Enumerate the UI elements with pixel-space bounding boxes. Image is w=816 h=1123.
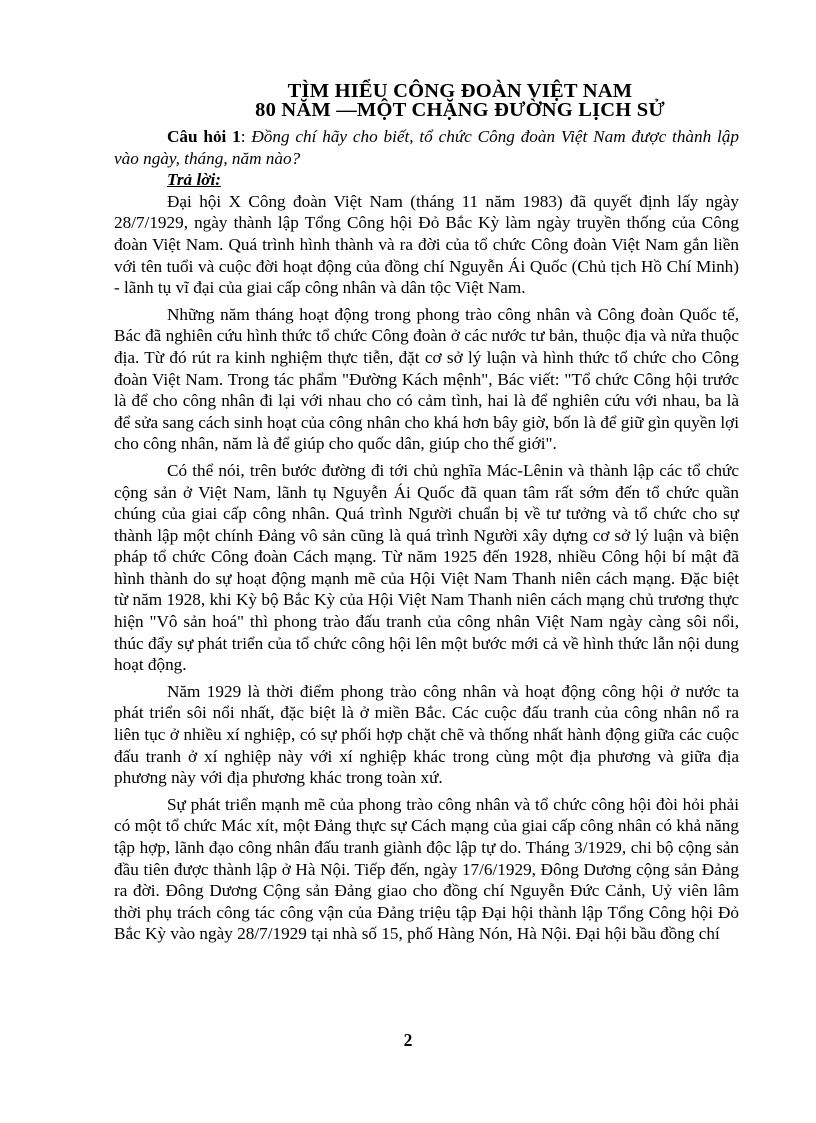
- paragraph: Những năm tháng hoạt động trong phong trào công nhân và Công đoàn Quốc tế, Bác đã nghiên cứu hình thức tổ chức Công đoàn ở các nước tư bản, thuộc địa và nửa thuộc địa. Từ đó rút ra kinh nghiệm thực tiễn, đặt cơ sở lý luận và hình thức tổ chức cho Công đoàn Việt Nam. Trong tác phẩm "Đường Kách mệnh", Bác viết: "Tổ chức Công hội trước là để cho công nhân đi lại với nhau cho có cảm tình, hai là để nghiên cứu với nhau, ba là để sửa sang cách sinh hoạt của công nhân cho khá hơn bây giờ, bốn là để giữ gìn quyền lợi cho công nhân, năm là để giúp cho quốc dân, giúp cho thế giới".: [114, 304, 739, 454]
- document-title-line-1: TÌM HIỂU CÔNG ĐOÀN VIỆT NAM: [287, 80, 633, 102]
- paragraph: Có thể nói, trên bước đường đi tới chủ nghĩa Mác-Lênin và thành lập các tổ chức cộng sản ở Việt Nam, lãnh tụ Nguyễn Ái Quốc đã quan tâm rất sớm đến tổ chức quần chúng của giai cấp công nhân. Quá trình Người chuẩn bị về tư tưởng và tổ chức cho sự thành lập một chính Đảng vô sản cũng là quá trình Người xây dựng cơ sở lý luận và biện pháp tổ chức Công đoàn Cách mạng. Từ năm 1925 đến 1928, nhiều Công hội bí mật đã hình thành do sự hoạt động mạnh mẽ của Hội Việt Nam Thanh niên cách mạng. Đặc biệt từ năm 1928, khi Kỳ bộ Bắc Kỳ của Hội Việt Nam Thanh niên cách mạng chủ trương thực hiện "Vô sản hoá" thì phong trào đấu tranh của công nhân Việt Nam ngày càng sôi nổi, thúc đẩy sự phát triển của tổ chức công hội lên một bước mới cả về hình thức lẫn nội dung hoạt động.: [114, 460, 739, 675]
- question: [114, 126, 739, 169]
- document-title-line-2: 80 NĂM —MỘT CHẶNG ĐƯỜNG LỊCH SỬ: [255, 99, 665, 121]
- paragraph: Năm 1929 là thời điểm phong trào công nhân và hoạt động công hội ở nước ta phát triển sôi nổi nhất, đặc biệt là ở miền Bắc. Các cuộc đấu tranh của công nhân nổ ra liên tục ở nhiều xí nghiệp, có sự phối hợp chặt chẽ và thống nhất hành động giữa các cuộc đấu tranh ở xí nghiệp này với xí nghiệp khác trong cùng một địa phương và giữa địa phương này với địa phương khác trong toàn xứ.: [114, 681, 739, 788]
- question-text: Đồng chí hãy cho biết, tổ chức Công đoàn Việt Nam được thành lập vào ngày, tháng, năm nào?: [114, 127, 739, 168]
- paragraph: Đại hội X Công đoàn Việt Nam (tháng 11 năm 1983) đã quyết định lấy ngày 28/7/1929, ngày thành lập Tổng Công hội Đỏ Bắc Kỳ làm ngày truyền thống của Công đoàn Việt Nam. Quá trình hình thành và ra đời của tổ chức Công đoàn Việt Nam gắn liền với tên tuổi và cuộc đời hoạt động của đồng chí Nguyễn Ái Quốc (Chủ tịch Hồ Chí Minh) - lãnh tụ vĩ đại của giai cấp công nhân và dân tộc Việt Nam.: [114, 191, 739, 298]
- page-number: 2: [403, 1030, 413, 1050]
- paragraph: Sự phát triển mạnh mẽ của phong trào công nhân và tổ chức công hội đòi hỏi phải có một tổ chức Mác xít, một Đảng thực sự Cách mạng của giai cấp công nhân có khả năng tập hợp, lãnh đạo công nhân đấu tranh giành độc lập tự do. Tháng 3/1929, chi bộ cộng sản đầu tiên được thành lập ở Hà Nội. Tiếp đến, ngày 17/6/1929, Đông Dương cộng sản Đảng ra đời. Đông Dương Cộng sản Đảng giao cho đồng chí Nguyễn Đức Cảnh, Uỷ viên lâm thời phụ trách công tác công vận của Đảng triệu tập Đại hội thành lập Tổng Công hội Đỏ Bắc Kỳ vào ngày 28/7/1929 tại nhà số 15, phố Hàng Nón, Hà Nội. Đại hội bầu đồng chí: [114, 794, 739, 944]
- question-label: Câu hỏi 1: [167, 127, 241, 146]
- answer-label: Trả lời:: [167, 170, 221, 190]
- question-separator: :: [240, 127, 252, 146]
- document-body: [114, 126, 739, 945]
